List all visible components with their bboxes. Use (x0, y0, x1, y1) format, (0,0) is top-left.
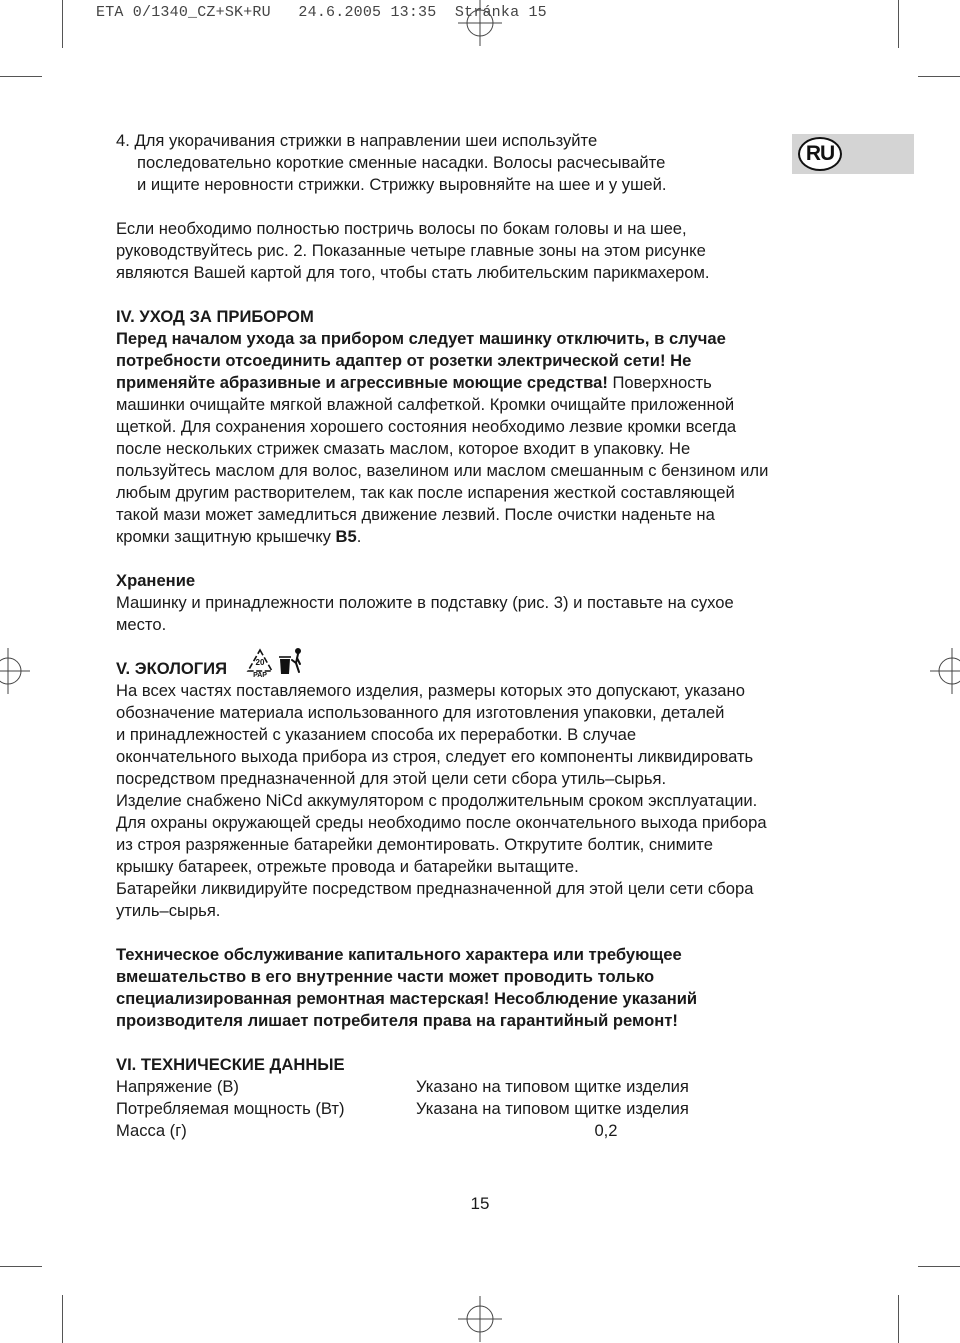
text-line (116, 526, 836, 548)
section-heading-storage: Хранение (116, 571, 196, 590)
text-line: обозначение материала использованного для изготовления упаковки, деталей (116, 703, 725, 722)
crop-mark (918, 1266, 960, 1267)
text-line: и ищите неровности стрижки. Стрижку выровняйте на шее и у ушей. (137, 175, 667, 194)
recycle-material: PAP (253, 672, 267, 677)
section-heading-care: IV. УХОД ЗА ПРИБОРОМ (116, 307, 314, 326)
language-badge-label: RU (798, 137, 842, 171)
litter-bin-icon (277, 646, 303, 678)
section-heading-ecology: V. ЭКОЛОГИЯ (116, 659, 228, 678)
page-number: 15 (470, 1194, 490, 1213)
spec-label: Напряжение (В) (116, 1077, 239, 1096)
warning-line: Техническое обслуживание капитального характера или требующее (116, 945, 682, 964)
text-line: щеткой. Для сохранения хорошего состояния необходимо лезвие кромки всегда (116, 417, 737, 436)
text-span: . (356, 527, 362, 546)
spec-label: Масса (г) (116, 1121, 187, 1140)
text-line (116, 372, 836, 394)
text-line: любым другим растворителем, так как после испарения жесткой составляющей (116, 483, 735, 502)
spec-row (116, 1098, 836, 1120)
text-line: пользуйтесь маслом для волос, вазелином или маслом смешанным с бензином или (116, 461, 769, 480)
spec-row (116, 1120, 836, 1142)
warning-line: вмешательство в его внутренние части может проводить только (116, 967, 655, 986)
registration-mark-left (0, 648, 30, 694)
spec-value: Указана на типовом щитке изделия (416, 1099, 689, 1118)
text-line: крышку батареек, отрежьте провода и батарейки вытащите. (116, 857, 579, 876)
text-line: потребности отсоединить адаптер от розетки электрической сети! Не (116, 351, 692, 370)
text-span: кромки защитную крышечку (116, 527, 336, 546)
text-line: такой мази может замедлиться движение лезвий. После очистки наденьте на (116, 505, 715, 524)
registration-mark-top (458, 0, 502, 46)
text-line: Машинку и принадлежности положите в подставку (рис. 3) и поставьте на сухое (116, 593, 734, 612)
crop-mark (898, 1295, 899, 1343)
text-line: Для укорачивания стрижки в направлении шеи используйте (134, 131, 598, 150)
text-line: и принадлежностей с указанием способа их переработки. В случае (116, 725, 637, 744)
document-body (116, 130, 836, 1142)
text-line: Если необходимо полностью постричь волосы по бокам головы и на шее, (116, 219, 687, 238)
text-line: из строя разряженные батарейки демонтировать. Открутите болтик, снимите (116, 835, 713, 854)
text-line: Для охраны окружающей среды необходимо после окончательного выхода прибора (116, 813, 767, 832)
recycle-icon (245, 647, 275, 677)
text-line: Перед началом ухода за прибором следует машинку отключить, в случае (116, 329, 726, 348)
crop-mark (62, 0, 63, 48)
spec-label: Потребляемая мощность (Вт) (116, 1099, 345, 1118)
spec-value: Указано на типовом щитке изделия (416, 1077, 689, 1096)
crop-mark (918, 76, 960, 77)
text-line: Изделие снабжено NiCd аккумулятором с продолжительным сроком эксплуатации. (116, 791, 758, 810)
text-line: руководствуйтесь рис. 2. Показанные четыре главные зоны на этом рисунке (116, 241, 706, 260)
warning-line: специализированная ремонтная мастерская! Несоблюдение указаний (116, 989, 698, 1008)
text-line: утиль–сырья. (116, 901, 221, 920)
recycle-code: 20 (255, 658, 265, 667)
spec-value: 0,2 (594, 1121, 618, 1140)
part-code: B5 (335, 527, 357, 546)
text-span: Поверхность (607, 373, 712, 392)
crop-mark (898, 0, 899, 48)
print-slug: ETA 0/1340_CZ+SK+RU 24.6.2005 13:35 Stránka 15 (96, 4, 547, 21)
crop-mark (0, 76, 42, 77)
crop-mark (62, 1295, 63, 1343)
registration-mark-right (930, 648, 960, 694)
spec-row (116, 1076, 836, 1098)
text-line: машинки очищайте мягкой влажной салфеткой. Кромки очищайте приложенной (116, 395, 735, 414)
bold-text: применяйте абразивные и агрессивные моющие средства! (116, 373, 608, 392)
warning-line: производителя лишает потребителя права на гарантийный ремонт! (116, 1011, 678, 1030)
list-number: 4. (116, 131, 130, 150)
text-line: окончательного выхода прибора из строя, следует его компоненты ликвидировать (116, 747, 754, 766)
text-line: после нескольких стрижек смазать маслом, которое входит в упаковку. Не (116, 439, 691, 458)
ecology-heading-row (116, 658, 836, 680)
eco-icons (245, 646, 303, 678)
text-line: Батарейки ликвидируйте посредством предназначенной для этой цели сети сбора (116, 879, 754, 898)
section-heading-specs: VI. ТЕХНИЧЕСКИЕ ДАННЫЕ (116, 1055, 345, 1074)
text-line: место. (116, 615, 167, 634)
text-line: посредством предназначенной для этой цели сети сбора утиль–сырья. (116, 769, 667, 788)
registration-mark-bottom (458, 1296, 502, 1342)
text-line: являются Вашей картой для того, чтобы стать любительским парикмахером. (116, 263, 710, 282)
text-line: последовательно короткие сменные насадки. Волосы расчесывайте (137, 153, 666, 172)
crop-mark (0, 1266, 42, 1267)
text-line: На всех частях поставляемого изделия, размеры которых это допускают, указано (116, 681, 745, 700)
list-item-4 (116, 130, 836, 152)
